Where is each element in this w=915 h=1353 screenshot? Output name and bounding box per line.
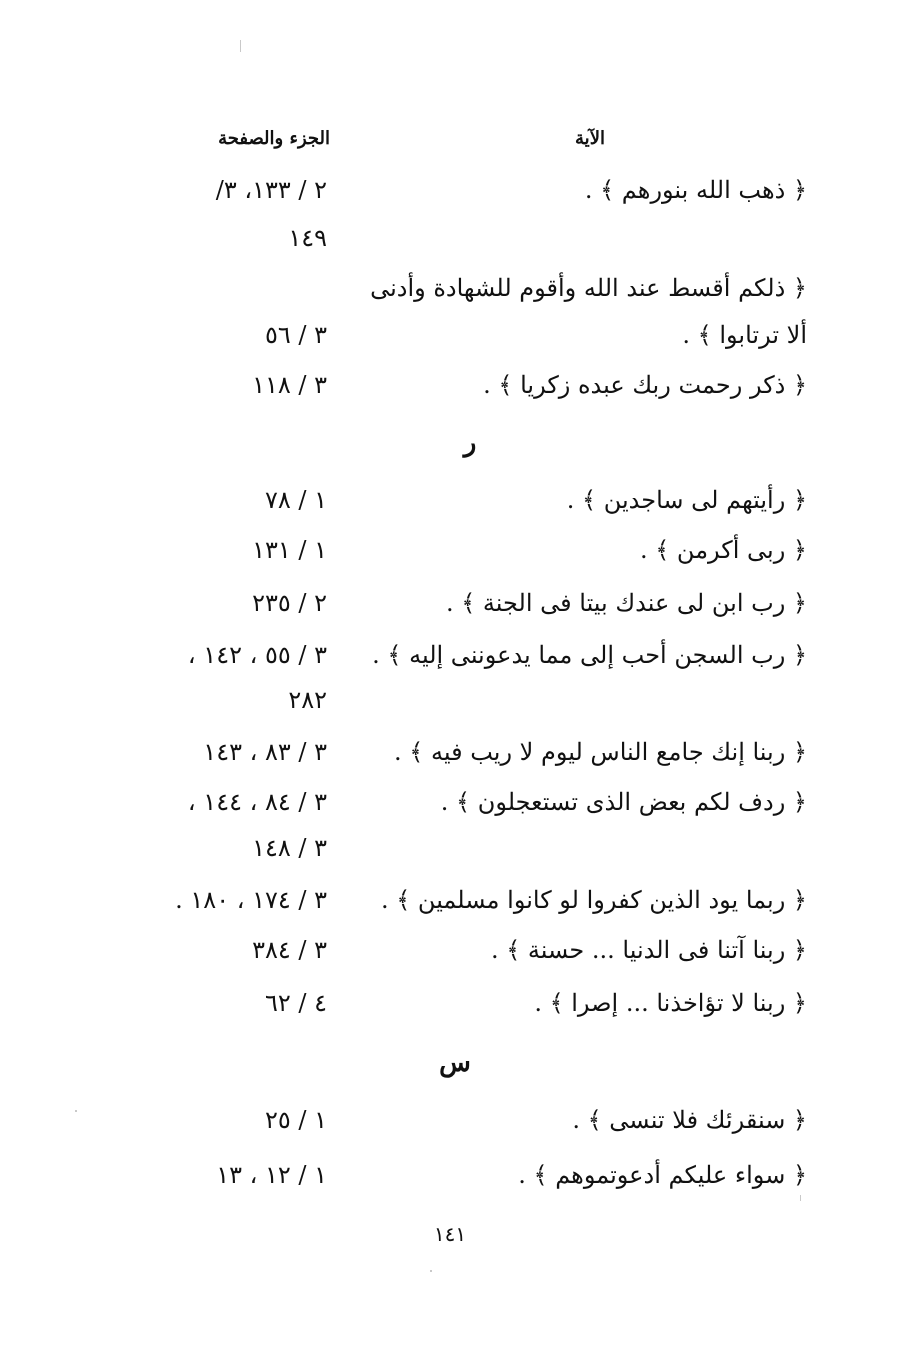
- index-row: [0, 782, 915, 822]
- ayah-text: ﴿ سواء عليكم أدعوتموهم ﴾ .: [518, 1161, 807, 1189]
- part-page-ref: ٣ / ١٧٤ ، ١٨٠ .: [175, 886, 327, 914]
- index-row: [0, 1155, 915, 1195]
- ayah-text: ﴿ ربما يود الذين كفروا لو كانوا مسلمين ﴾ .: [380, 886, 807, 914]
- ayah-text: ﴿ ربنا إنك جامع الناس ليوم لا ريب فيه ﴾ .: [394, 738, 807, 766]
- part-page-ref: ٤ / ٦٢: [264, 989, 327, 1017]
- part-page-ref: ٣ / ٨٣ ، ١٤٣: [203, 738, 327, 766]
- page-number: ١٤١: [433, 1222, 467, 1246]
- index-row: [0, 218, 915, 258]
- ayah-text: ﴿ رب ابن لى عندك بيتا فى الجنة ﴾ .: [445, 589, 807, 617]
- index-row: [0, 480, 915, 520]
- ayah-text: ألا ترتابوا ﴾ .: [682, 321, 807, 349]
- index-row: [0, 983, 915, 1023]
- part-page-ref: ٣ / ١١٨: [252, 371, 327, 399]
- index-row: [0, 530, 915, 570]
- index-row: [0, 680, 915, 720]
- part-page-ref: ٣ / ١٤٨: [252, 834, 327, 862]
- index-row: [0, 880, 915, 920]
- part-page-ref: ٣ / ٥٦: [264, 321, 327, 349]
- scan-speck: [240, 40, 241, 52]
- index-row: [0, 828, 915, 868]
- ayah-text: ﴿ ذلكم أقسط عند الله وأقوم للشهادة وأدنى: [370, 274, 807, 302]
- ayah-text: ﴿ ربى أكرمن ﴾ .: [639, 536, 807, 564]
- index-row: [0, 315, 915, 355]
- ayah-text: ﴿ سنقرئك فلا تنسى ﴾ .: [572, 1106, 807, 1134]
- part-page-ref: ٢ / ٢٣٥: [252, 589, 327, 617]
- part-page-ref: ١ / ٢٥: [264, 1106, 327, 1134]
- part-page-ref: ١ / ١٢ ، ١٣: [216, 1161, 327, 1189]
- column-header-ayah: الآية: [575, 128, 605, 149]
- index-row: [0, 635, 915, 675]
- scan-speck: [75, 1110, 77, 1112]
- ayah-text: ﴿ رب السجن أحب إلى مما يدعوننى إليه ﴾ .: [372, 641, 807, 669]
- scan-speck: [800, 1195, 801, 1201]
- part-page-ref: ١ / ١٣١: [252, 536, 327, 564]
- scan-speck: [430, 1270, 432, 1272]
- index-row: [0, 365, 915, 405]
- index-row: [0, 170, 915, 210]
- ayah-text: ﴿ رأيتهم لى ساجدين ﴾ .: [566, 486, 807, 514]
- index-row: [0, 268, 915, 308]
- part-page-ref: ١٤٩: [288, 224, 327, 252]
- part-page-ref: ١ / ٧٨: [264, 486, 327, 514]
- part-page-ref: ٢٨٢: [288, 686, 327, 714]
- ayah-text: ﴿ ذكر رحمت ربك عبده زكريا ﴾ .: [483, 371, 807, 399]
- part-page-ref: ٣ / ٣٨٤: [252, 936, 327, 964]
- index-row: [0, 1100, 915, 1140]
- ayah-text: ﴿ ربنا آتنا فى الدنيا ... حسنة ﴾ .: [490, 936, 807, 964]
- section-letter-sin: س: [439, 1048, 471, 1078]
- column-header-part-page: الجزء والصفحة: [218, 128, 330, 149]
- part-page-ref: ٢ / ١٣٣، ٣/: [215, 176, 327, 204]
- index-row: [0, 732, 915, 772]
- section-letter-ra: ر: [463, 428, 477, 458]
- index-row: [0, 930, 915, 970]
- ayah-text: ﴿ ردف لكم بعض الذى تستعجلون ﴾ .: [440, 788, 807, 816]
- part-page-ref: ٣ / ٨٤ ، ١٤٤ ،: [187, 788, 327, 816]
- part-page-ref: ٣ / ٥٥ ، ١٤٢ ،: [187, 641, 327, 669]
- ayah-text: ﴿ ربنا لا تؤاخذنا ... إصرا ﴾ .: [534, 989, 807, 1017]
- ayah-text: ﴿ ذهب الله بنورهم ﴾ .: [584, 176, 807, 204]
- index-row: [0, 583, 915, 623]
